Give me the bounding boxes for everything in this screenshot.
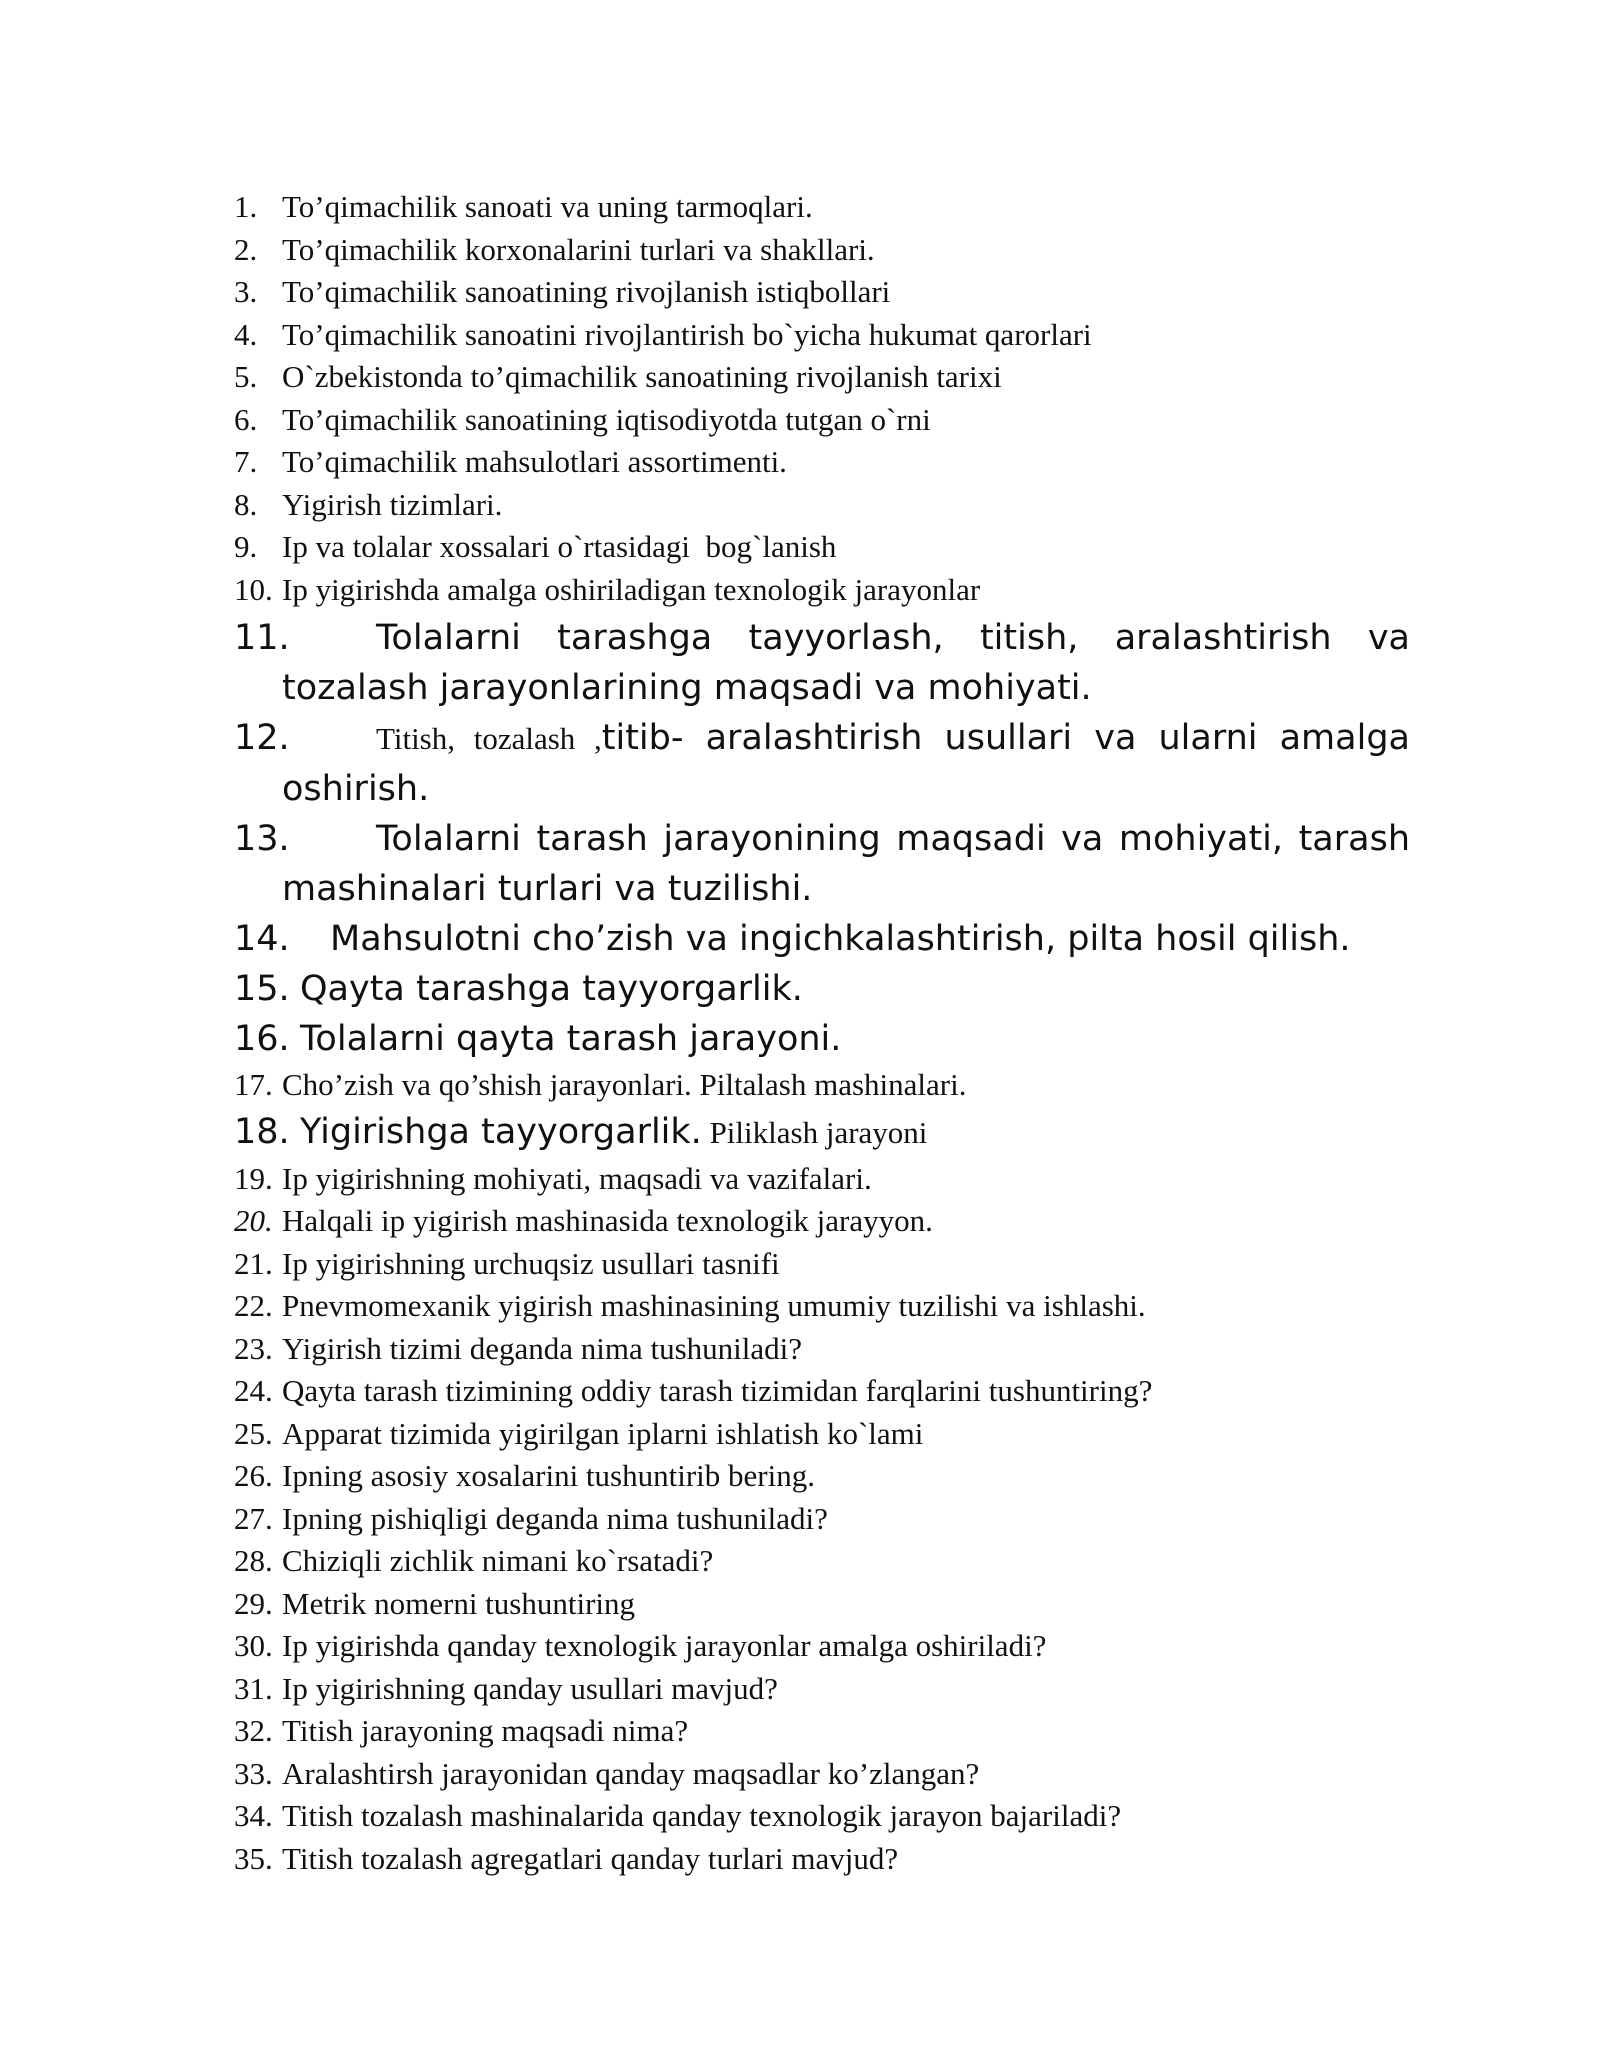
list-item	[234, 814, 1410, 914]
list-item	[234, 526, 1410, 569]
item-number: 2.	[234, 231, 258, 267]
item-number: 25.	[234, 1415, 273, 1451]
question-list	[234, 186, 1410, 1880]
list-item	[234, 1498, 1410, 1541]
item-number: 8.	[234, 486, 258, 522]
item-number: 29.	[234, 1585, 273, 1621]
item-text: O`zbekistonda to’qimachilik sanoatining rivojlanish tarixi	[282, 359, 1002, 394]
list-item	[234, 1455, 1410, 1498]
item-text: Mahsulotni cho’zish va ingichkalashtirish, pilta hosil qilish.	[330, 919, 1351, 959]
list-item	[234, 1014, 1410, 1064]
item-number: 4.	[234, 316, 258, 352]
list-item	[234, 1583, 1410, 1626]
item-text: Halqali ip yigirish mashinasida texnologik jarayyon.	[282, 1203, 933, 1238]
item-text: To’qimachilik sanoati va uning tarmoqlari.	[282, 189, 813, 224]
item-number: 15.	[234, 969, 290, 1009]
list-item	[234, 1795, 1410, 1838]
list-item	[234, 1413, 1410, 1456]
item-number: 13.	[234, 819, 290, 859]
list-item	[234, 914, 1410, 964]
item-text: Ipning asosiy xosalarini tushuntirib bering.	[282, 1458, 815, 1493]
item-number: 30.	[234, 1628, 273, 1663]
list-item	[234, 1753, 1410, 1796]
item-text: To’qimachilik sanoatini rivojlantirish bo`yicha hukumat qarorlari	[282, 316, 1092, 352]
item-number: 31.	[234, 1670, 273, 1706]
list-item	[234, 356, 1410, 399]
item-text: Apparat tizimida yigirilgan iplarni ishlatish ko`lami	[282, 1415, 924, 1451]
list-item	[234, 1200, 1410, 1243]
item-text: To’qimachilik sanoatining rivojlanish istiqbollari	[282, 274, 891, 309]
item-text: Ip va tolalar xossalari o`rtasidagi bog`lanish	[282, 529, 837, 564]
list-item	[234, 1328, 1410, 1371]
item-text-content: Yigirishga tayyorgarlik.	[300, 1111, 702, 1152]
list-item	[234, 314, 1410, 357]
list-item	[234, 186, 1410, 229]
list-item	[234, 1107, 1410, 1158]
item-number: 35.	[234, 1840, 273, 1876]
item-number: 5.	[234, 359, 258, 394]
list-item	[234, 1838, 1410, 1881]
item-text-content: Tolalarni tarash jarayonining maqsadi va mohiyati, tarash mashinalari turlari va tuzilishi.	[282, 819, 1410, 909]
item-text: Ip yigirishning qanday usullari mavjud?	[282, 1670, 778, 1706]
item-text: Pnevmomexanik yigirish mashinasining umumiy tuzilishi va ishlashi.	[282, 1288, 1146, 1323]
item-text: Chiziqli zichlik nimani ko`rsatadi?	[282, 1543, 714, 1578]
item-number: 7.	[234, 444, 258, 479]
item-text-small: Piliklash jarayoni	[701, 1114, 928, 1150]
item-number: 19.	[234, 1160, 273, 1196]
item-text	[282, 718, 1410, 809]
item-number: 32.	[234, 1713, 273, 1748]
list-item	[234, 1540, 1410, 1583]
item-text-content: titib- aralashtirish usullari va ularni amalga oshirish.	[282, 718, 1410, 809]
list-item	[234, 1064, 1410, 1107]
item-text: To’qimachilik korxonalarini turlari va shakllari.	[282, 231, 875, 267]
item-number: 18.	[234, 1111, 290, 1152]
list-item	[234, 713, 1410, 814]
list-item	[234, 1158, 1410, 1201]
list-item	[234, 229, 1410, 272]
list-item	[234, 441, 1410, 484]
list-item	[234, 569, 1410, 612]
item-number: 20.	[234, 1203, 273, 1238]
list-item	[234, 1370, 1410, 1413]
item-text: Ip yigirishda amalga oshiriladigan texnologik jarayonlar	[282, 571, 981, 607]
list-item	[234, 484, 1410, 527]
item-number: 11.	[234, 618, 290, 658]
item-text: Ip yigirishning mohiyati, maqsadi va vazifalari.	[282, 1160, 872, 1196]
item-number: 9.	[234, 529, 258, 564]
item-text: Titish tozalash agregatlari qanday turlari mavjud?	[282, 1840, 899, 1876]
item-text	[282, 618, 1410, 708]
item-text: Metrik nomerni tushuntiring	[282, 1585, 636, 1621]
item-number: 14.	[234, 919, 290, 959]
item-text: Titish tozalash mashinalarida qanday texnologik jarayon bajariladi?	[282, 1798, 1122, 1833]
item-number: 26.	[234, 1458, 273, 1493]
list-item	[234, 399, 1410, 442]
item-text: Tolalarni qayta tarash jarayoni.	[300, 1019, 842, 1059]
item-text	[282, 819, 1410, 909]
item-text: Qayta tarashga tayyorgarlik.	[300, 969, 803, 1009]
item-number: 12.	[234, 718, 290, 758]
item-number: 1.	[234, 189, 258, 224]
list-item	[234, 1243, 1410, 1286]
item-number: 33.	[234, 1755, 273, 1791]
item-number: 17.	[234, 1067, 273, 1102]
item-number: 22.	[234, 1288, 273, 1323]
item-text	[300, 1107, 1410, 1158]
item-text: Ip yigirishning urchuqsiz usullari tasnifi	[282, 1245, 780, 1281]
list-item	[234, 1625, 1410, 1668]
list-item	[234, 613, 1410, 713]
item-text: Ip yigirishda qanday texnologik jarayonlar amalga oshiriladi?	[282, 1628, 1047, 1663]
item-number: 24.	[234, 1373, 273, 1408]
item-number: 27.	[234, 1500, 273, 1536]
list-item	[234, 1285, 1410, 1328]
item-number: 3.	[234, 274, 258, 309]
item-number: 28.	[234, 1543, 273, 1578]
item-text: Aralashtirsh jarayonidan qanday maqsadlar ko’zlangan?	[282, 1755, 980, 1791]
item-text: To’qimachilik sanoatining iqtisodiyotda tutgan o`rni	[282, 401, 931, 437]
item-text: Ipning pishiqligi deganda nima tushuniladi?	[282, 1500, 828, 1536]
item-text-content: Tolalarni tarashga tayyorlash, titish, aralashtirish va tozalash jarayonlarining maqsadi va mohiyati.	[282, 618, 1410, 708]
list-item	[234, 1710, 1410, 1753]
item-text: Titish jarayoning maqsadi nima?	[282, 1713, 689, 1748]
item-number: 23.	[234, 1330, 273, 1366]
item-number: 21.	[234, 1245, 273, 1281]
item-number: 34.	[234, 1798, 273, 1833]
item-number: 6.	[234, 401, 258, 437]
list-item	[234, 271, 1410, 314]
list-item	[234, 1668, 1410, 1711]
item-text: Cho’zish va qo’shish jarayonlari. Piltalash mashinalari.	[282, 1067, 967, 1102]
item-text-small: Titish, tozalash ,	[376, 721, 602, 756]
item-text: Qayta tarash tizimining oddiy tarash tizimidan farqlarini tushuntiring?	[282, 1373, 1153, 1408]
item-text: Yigirish tizimi deganda nima tushuniladi?	[282, 1330, 803, 1366]
item-number: 16.	[234, 1019, 290, 1059]
item-number: 10.	[234, 571, 273, 607]
list-item	[234, 964, 1410, 1014]
item-text: Yigirish tizimlari.	[282, 486, 503, 522]
item-text: To’qimachilik mahsulotlari assortimenti.	[282, 444, 787, 479]
